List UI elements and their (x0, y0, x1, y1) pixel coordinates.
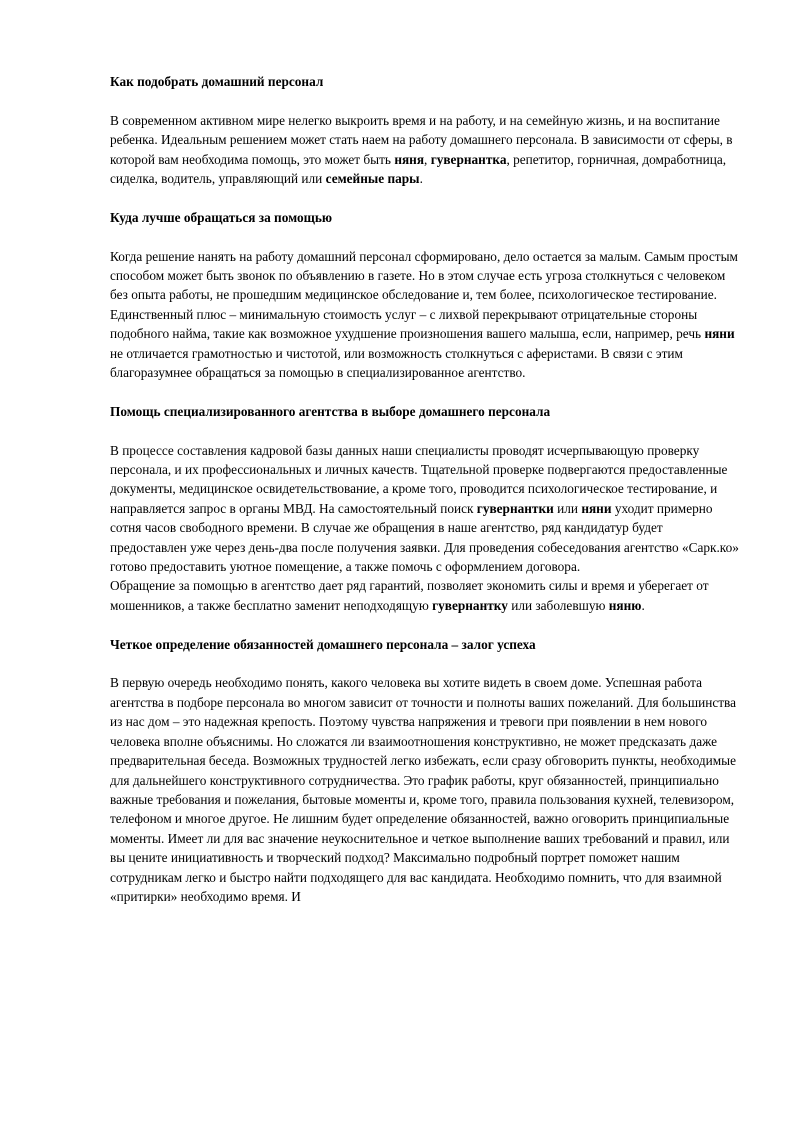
heading-where-to-ask-for-help: Куда лучше обращаться за помощью (110, 209, 333, 225)
text-run: или заболевшую (507, 597, 609, 613)
emphasized-term: няни (704, 326, 735, 342)
emphasized-term: няни (581, 500, 612, 516)
text-run: . (641, 597, 645, 613)
paragraph-intro (110, 111, 742, 189)
text-run: Когда решение нанять на работу домашний персонал сформировано, дело остается за малым. Самым простым способом может быть звонок по объявлению в газете. Но в этом случае есть угроза столкнуться с человеком без опыта работы, не прошедшим медицинское обследование и, тем более, психологическое тестирование. Единственный плюс – минимальную стоимость услуг – с лихвой перекрывают отрицательные стороны подобного найма, такие как возможное ухудшение произношения вашего малыша, если, например, речь (110, 248, 738, 342)
heading-agency-help: Помощь специализированного агентства в выборе домашнего персонала (110, 403, 551, 419)
block-spacer (110, 421, 742, 440)
block-spacer (110, 382, 742, 401)
text-run: В процессе составления кадровой базы данных наши специалисты проводят исчерпывающую проверку персонала, и их профессиональных и личных качеств. Тщательной проверке подвергаются предоставленные документы, медицинское освидетельствование, а кроме того, проводится психологическое тестирование, и направляется запрос в органы МВД. На самостоятельный поиск (110, 442, 728, 516)
emphasized-term: няня (394, 151, 425, 167)
heading-clear-duties: Четкое определение обязанностей домашнего персонала – залог успеха (110, 636, 536, 652)
block-spacer (110, 615, 742, 634)
block-spacer (110, 91, 742, 110)
emphasized-term: семейные пары (325, 171, 420, 187)
emphasized-term: гувернантка (430, 151, 507, 167)
block-spacer (110, 188, 742, 207)
text-run: Обращение за помощью в агентство дает ряд гарантий, позволяет экономить силы и время и уберегает от мошенников, а также бесплатно заменит неподходящую (110, 578, 709, 613)
text-run: не отличается грамотностью и чистотой, или возможность столкнуться с аферистами. В связи с этим благоразумнее обращаться за помощью в специализированное агентство. (110, 345, 683, 381)
heading-how-to-choose-staff: Как подобрать домашний персонал (110, 74, 324, 89)
emphasized-term: гувернантку (432, 597, 508, 613)
text-run: , (424, 151, 431, 167)
text-run: , репетитор, горничная, домработница, сиделка, водитель, управляющий или (110, 151, 727, 187)
text-run: В первую очередь необходимо понять, какого человека вы хотите видеть в своем доме. Успешная работа агентства в подборе персонала во многом зависит от точности и полноты ваших пожеланий. Для большинства из нас дом – это надежная крепость. Поэтому чувства напряжения и тревоги при появлении в нем нового человека вполне объяснимы. Но сложатся ли взаимоотношения конструктивно, не может предсказать даже предварительная беседа. Возможных трудностей легко избежать, если сразу обговорить пункты, необходимые для дальнейшего конструктивного сотрудничества. Это график работы, круг обязанностей, принципиально важные требования и пожелания, бытовые моменты и, кроме того, правила пользования кухней, телевизором, телефоном и многое другое. Не лишним будет определение обязанностей, важно оговорить принципиальные моменты. Имеет ли для вас значение неукоснительное и четкое выполнение ваших требований и правил, или вы цените инициативность и творческий подход? Максимально подробный портрет поможет нашим сотрудникам легко и быстро найти подходящего для вас кандидата. Необходимо помнить, что для взаимной «притирки» необходимо время. И (110, 675, 737, 904)
emphasized-term: гувернантки (476, 500, 554, 516)
text-run: уходит примерно сотня часов свободного времени. В случае же обращения в наше агентство, ряд кандидатур будет предоставлен уже через день-два после получения заявки. Для проведения собеседования агентство «Сарк.ко» готово предоставить уютное помещение, а также помочь с оформлением договора. (110, 500, 739, 575)
block-spacer (110, 654, 742, 673)
block-spacer (110, 227, 742, 246)
emphasized-term: няню (608, 597, 642, 613)
text-run: или (553, 500, 582, 516)
text-run: . (419, 171, 423, 187)
paragraph-where-to-ask (110, 247, 742, 383)
text-run: В современном активном мире нелегко выкроить время и на работу, и на семейную жизнь, и на воспитание ребенка. Идеальным решением может стать наем на работу домашнего персонала. В зависимости от сферы, в которой вам необходима помощь, это может быть (110, 112, 733, 167)
document-text-body (110, 72, 742, 906)
paragraph-agency-guarantees (110, 576, 742, 615)
paragraph-agency-process (110, 441, 742, 577)
paragraph-clear-duties-body (110, 673, 742, 906)
